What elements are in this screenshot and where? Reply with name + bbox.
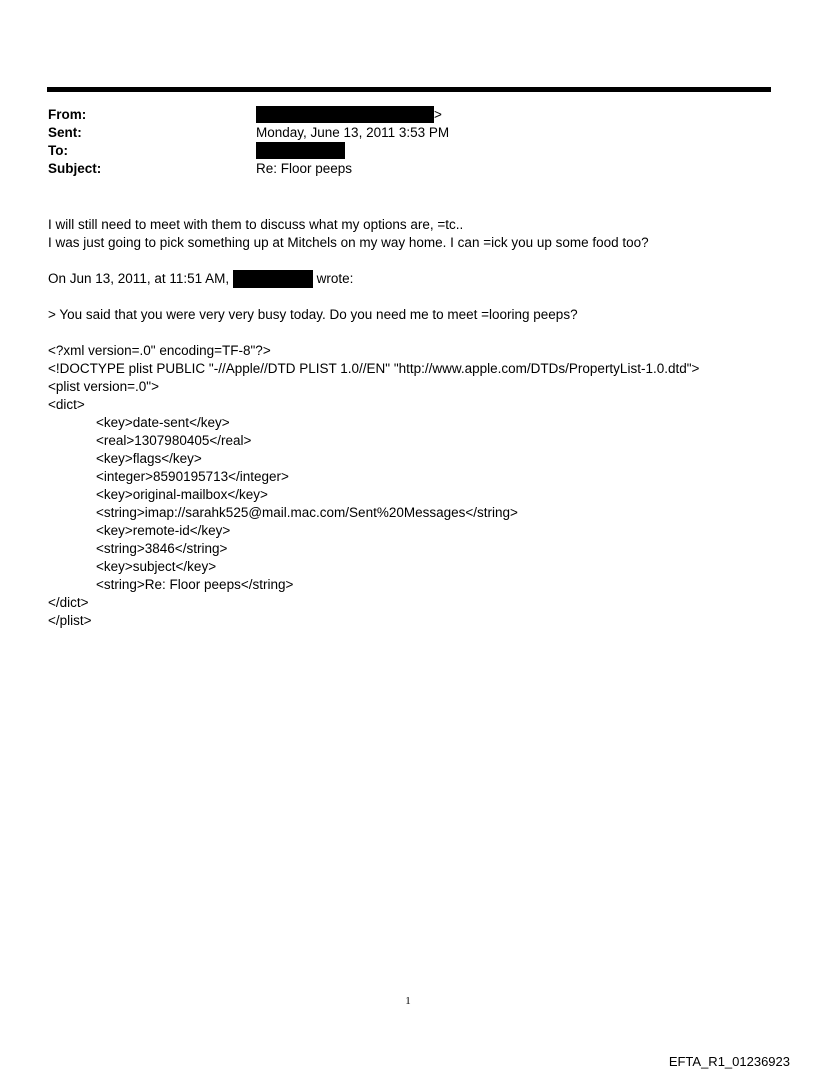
from-row: [48, 106, 768, 124]
email-body: [48, 216, 778, 630]
subject-row: [48, 160, 768, 178]
xml-line: <?xml version=.0" encoding=TF-8"?>: [48, 343, 271, 358]
xml-line: <string>imap://sarahk525@mail.mac.com/Sent%20Messages</string>: [96, 505, 518, 520]
sent-value: Monday, June 13, 2011 3:53 PM: [256, 125, 450, 140]
xml-line: </dict>: [48, 595, 89, 610]
xml-line: </plist>: [48, 613, 92, 628]
from-label: From:: [48, 107, 87, 122]
redaction-box: [256, 106, 434, 123]
to-value: [256, 142, 345, 160]
subject-value: Re: Floor peeps: [256, 161, 353, 176]
xml-line: <key>original-mailbox</key>: [96, 487, 268, 502]
to-row: [48, 142, 768, 160]
xml-line: <string>Re: Floor peeps</string>: [96, 577, 294, 592]
email-header: [48, 106, 768, 178]
from-suffix: >: [434, 107, 442, 122]
xml-line: <real>1307980405</real>: [96, 433, 252, 448]
quoted-text: > You said that you were very very busy today. Do you need me to meet =looring peeps?: [48, 307, 578, 322]
header-divider: [47, 87, 771, 92]
xml-line: <key>flags</key>: [96, 451, 202, 466]
xml-line: <plist version=.0">: [48, 379, 159, 394]
xml-line: <key>date-sent</key>: [96, 415, 230, 430]
sent-row: [48, 124, 768, 142]
quote-intro: [48, 270, 778, 288]
body-line: I will still need to meet with them to discuss what my options are, =tc..: [48, 217, 464, 232]
document-id: EFTA_R1_01236923: [668, 1054, 790, 1069]
xml-line: <key>subject</key>: [96, 559, 217, 574]
page-number: 1: [405, 995, 411, 1007]
xml-line: <integer>8590195713</integer>: [96, 469, 289, 484]
sent-label: Sent:: [48, 125, 82, 140]
xml-line: <!DOCTYPE plist PUBLIC "-//Apple//DTD PLIST 1.0//EN" "http://www.apple.com/DTDs/PropertyList-1.0.dtd">: [48, 361, 700, 376]
xml-line: <string>3846</string>: [96, 541, 228, 556]
from-value: [256, 106, 442, 124]
redaction-box: [233, 270, 313, 288]
xml-line: <dict>: [48, 397, 85, 412]
redaction-box: [256, 142, 345, 159]
body-line: I was just going to pick something up at Mitchels on my way home. I can =ick you up some food too?: [48, 235, 649, 250]
xml-line: <key>remote-id</key>: [96, 523, 231, 538]
quote-intro-suffix: wrote:: [316, 271, 354, 286]
quote-intro-prefix: On Jun 13, 2011, at 11:51 AM,: [48, 271, 230, 286]
to-label: To:: [48, 143, 68, 158]
subject-label: Subject:: [48, 161, 102, 176]
